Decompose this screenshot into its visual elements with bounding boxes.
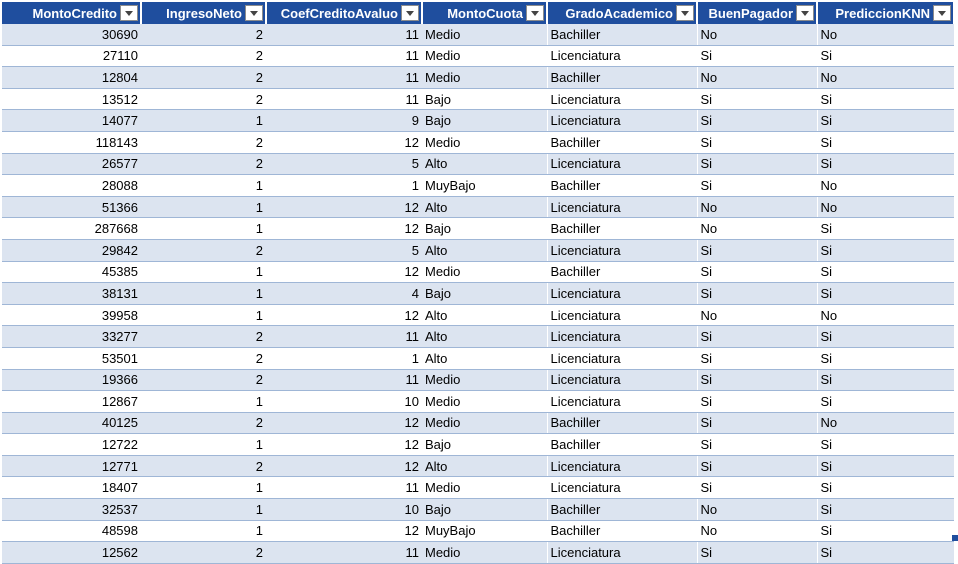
cell-ingreso-neto[interactable]: 2 bbox=[141, 239, 266, 261]
cell-ingreso-neto[interactable]: 1 bbox=[141, 196, 266, 218]
cell-coef-credito-avaluo[interactable]: 10 bbox=[266, 499, 422, 521]
header-monto-credito bbox=[2, 2, 141, 24]
cell-monto-credito[interactable]: 29842 bbox=[2, 239, 141, 261]
cell-ingreso-neto[interactable]: 1 bbox=[141, 391, 266, 413]
cell-coef-credito-avaluo[interactable]: 10 bbox=[266, 391, 422, 413]
cell-prediccion-knn[interactable]: Si bbox=[817, 542, 954, 564]
cell-coef-credito-avaluo[interactable]: 12 bbox=[266, 520, 422, 542]
cell-ingreso-neto[interactable]: 2 bbox=[141, 326, 266, 348]
cell-coef-credito-avaluo[interactable]: 12 bbox=[266, 261, 422, 283]
cell-grado-academico[interactable]: Bachiller bbox=[547, 434, 697, 456]
cell-grado-academico[interactable]: Licenciatura bbox=[547, 239, 697, 261]
cell-grado-academico[interactable]: Bachiller bbox=[547, 412, 697, 434]
cell-monto-cuota[interactable]: Bajo bbox=[422, 283, 547, 305]
cell-monto-cuota[interactable]: Alto bbox=[422, 304, 547, 326]
cell-buen-pagador[interactable]: Si bbox=[697, 153, 817, 175]
cell-ingreso-neto[interactable]: 1 bbox=[141, 434, 266, 456]
filter-dropdown-icon[interactable] bbox=[401, 5, 419, 21]
cell-ingreso-neto[interactable]: 2 bbox=[141, 24, 266, 45]
cell-monto-credito[interactable]: 32537 bbox=[2, 499, 141, 521]
table-row bbox=[2, 520, 954, 542]
cell-monto-cuota[interactable]: Bajo bbox=[422, 434, 547, 456]
cell-buen-pagador[interactable]: No bbox=[697, 24, 817, 45]
cell-buen-pagador[interactable]: Si bbox=[697, 326, 817, 348]
cell-monto-credito[interactable]: 45385 bbox=[2, 261, 141, 283]
cell-coef-credito-avaluo[interactable]: 11 bbox=[266, 369, 422, 391]
cell-coef-credito-avaluo[interactable]: 4 bbox=[266, 283, 422, 305]
cell-monto-cuota[interactable]: Bajo bbox=[422, 88, 547, 110]
cell-monto-credito[interactable]: 12867 bbox=[2, 391, 141, 413]
table-row bbox=[2, 499, 954, 521]
cell-prediccion-knn[interactable]: No bbox=[817, 24, 954, 45]
table-row bbox=[2, 455, 954, 477]
cell-ingreso-neto[interactable]: 2 bbox=[141, 131, 266, 153]
header-label: MontoCredito bbox=[32, 5, 117, 21]
cell-ingreso-neto[interactable]: 2 bbox=[141, 347, 266, 369]
table-row bbox=[2, 24, 954, 45]
cell-ingreso-neto[interactable]: 2 bbox=[141, 153, 266, 175]
cell-grado-academico[interactable]: Licenciatura bbox=[547, 283, 697, 305]
cell-buen-pagador[interactable]: Si bbox=[697, 131, 817, 153]
cell-grado-academico[interactable]: Bachiller bbox=[547, 175, 697, 197]
cell-monto-credito[interactable]: 118143 bbox=[2, 131, 141, 153]
cell-monto-credito[interactable]: 12562 bbox=[2, 542, 141, 564]
table-row bbox=[2, 218, 954, 240]
cell-grado-academico[interactable]: Bachiller bbox=[547, 67, 697, 89]
cell-ingreso-neto[interactable]: 1 bbox=[141, 283, 266, 305]
cell-grado-academico[interactable]: Licenciatura bbox=[547, 369, 697, 391]
table-row bbox=[2, 326, 954, 348]
cell-monto-credito[interactable]: 19366 bbox=[2, 369, 141, 391]
cell-monto-cuota[interactable]: Medio bbox=[422, 45, 547, 67]
table-row bbox=[2, 196, 954, 218]
cell-grado-academico[interactable]: Licenciatura bbox=[547, 477, 697, 499]
cell-coef-credito-avaluo[interactable]: 12 bbox=[266, 434, 422, 456]
table-row bbox=[2, 88, 954, 110]
cell-monto-cuota[interactable]: Medio bbox=[422, 477, 547, 499]
cell-monto-cuota[interactable]: Alto bbox=[422, 153, 547, 175]
cell-monto-cuota[interactable]: Medio bbox=[422, 391, 547, 413]
table-row bbox=[2, 175, 954, 197]
cell-monto-cuota[interactable]: Medio bbox=[422, 369, 547, 391]
cell-buen-pagador[interactable]: Si bbox=[697, 391, 817, 413]
cell-monto-credito[interactable]: 30690 bbox=[2, 24, 141, 45]
cell-buen-pagador[interactable]: Si bbox=[697, 45, 817, 67]
cell-monto-cuota[interactable]: Alto bbox=[422, 326, 547, 348]
cell-buen-pagador[interactable]: Si bbox=[697, 477, 817, 499]
cell-monto-cuota[interactable]: Medio bbox=[422, 261, 547, 283]
table-row bbox=[2, 131, 954, 153]
cell-ingreso-neto[interactable]: 1 bbox=[141, 261, 266, 283]
cell-ingreso-neto[interactable]: 1 bbox=[141, 304, 266, 326]
data-table bbox=[2, 2, 955, 564]
cell-buen-pagador[interactable]: No bbox=[697, 218, 817, 240]
cell-coef-credito-avaluo[interactable]: 11 bbox=[266, 542, 422, 564]
cell-buen-pagador[interactable]: Si bbox=[697, 542, 817, 564]
cell-prediccion-knn[interactable]: Si bbox=[817, 347, 954, 369]
filter-dropdown-icon[interactable] bbox=[245, 5, 263, 21]
cell-ingreso-neto[interactable]: 2 bbox=[141, 455, 266, 477]
cell-buen-pagador[interactable]: No bbox=[697, 67, 817, 89]
cell-monto-credito[interactable]: 33277 bbox=[2, 326, 141, 348]
cell-monto-credito[interactable]: 51366 bbox=[2, 196, 141, 218]
cell-grado-academico[interactable]: Bachiller bbox=[547, 499, 697, 521]
filter-dropdown-icon[interactable] bbox=[933, 5, 951, 21]
cell-buen-pagador[interactable]: Si bbox=[697, 369, 817, 391]
cell-buen-pagador[interactable]: Si bbox=[697, 434, 817, 456]
cell-monto-cuota[interactable]: Medio bbox=[422, 67, 547, 89]
cell-ingreso-neto[interactable]: 1 bbox=[141, 477, 266, 499]
cell-ingreso-neto[interactable]: 1 bbox=[141, 218, 266, 240]
cell-monto-credito[interactable]: 12804 bbox=[2, 67, 141, 89]
cell-ingreso-neto[interactable]: 2 bbox=[141, 88, 266, 110]
table-row bbox=[2, 45, 954, 67]
cell-grado-academico[interactable]: Bachiller bbox=[547, 131, 697, 153]
cell-monto-cuota[interactable]: Medio bbox=[422, 24, 547, 45]
cell-coef-credito-avaluo[interactable]: 12 bbox=[266, 412, 422, 434]
cell-prediccion-knn[interactable]: Si bbox=[817, 88, 954, 110]
cell-monto-cuota[interactable]: Alto bbox=[422, 239, 547, 261]
cell-coef-credito-avaluo[interactable]: 11 bbox=[266, 67, 422, 89]
cell-ingreso-neto[interactable]: 2 bbox=[141, 542, 266, 564]
cell-prediccion-knn[interactable]: No bbox=[817, 175, 954, 197]
cell-buen-pagador[interactable]: No bbox=[697, 499, 817, 521]
cell-monto-cuota[interactable]: Medio bbox=[422, 131, 547, 153]
header-ingreso-neto bbox=[141, 2, 266, 24]
cell-monto-cuota[interactable]: Alto bbox=[422, 196, 547, 218]
filter-dropdown-icon[interactable] bbox=[120, 5, 138, 21]
cell-ingreso-neto[interactable]: 1 bbox=[141, 499, 266, 521]
cell-prediccion-knn[interactable]: Si bbox=[817, 520, 954, 542]
cell-buen-pagador[interactable]: Si bbox=[697, 88, 817, 110]
cell-grado-academico[interactable]: Bachiller bbox=[547, 520, 697, 542]
header-label: MontoCuota bbox=[447, 5, 523, 21]
cell-buen-pagador[interactable]: Si bbox=[697, 239, 817, 261]
header-label: IngresoNeto bbox=[166, 5, 242, 21]
cell-monto-cuota[interactable]: Alto bbox=[422, 347, 547, 369]
cell-monto-cuota[interactable]: Alto bbox=[422, 455, 547, 477]
cell-grado-academico[interactable]: Licenciatura bbox=[547, 88, 697, 110]
header-prediccion-knn bbox=[817, 2, 954, 24]
header-label: BuenPagador bbox=[708, 5, 793, 21]
table-row bbox=[2, 304, 954, 326]
cell-grado-academico[interactable]: Licenciatura bbox=[547, 391, 697, 413]
cell-monto-credito[interactable]: 26577 bbox=[2, 153, 141, 175]
cell-prediccion-knn[interactable]: Si bbox=[817, 477, 954, 499]
cell-ingreso-neto[interactable]: 1 bbox=[141, 175, 266, 197]
table-row bbox=[2, 153, 954, 175]
cell-prediccion-knn[interactable]: Si bbox=[817, 369, 954, 391]
cell-prediccion-knn[interactable]: No bbox=[817, 196, 954, 218]
cell-ingreso-neto[interactable]: 2 bbox=[141, 45, 266, 67]
cell-buen-pagador[interactable]: No bbox=[697, 196, 817, 218]
cell-prediccion-knn[interactable]: Si bbox=[817, 261, 954, 283]
table-row bbox=[2, 434, 954, 456]
cell-buen-pagador[interactable]: Si bbox=[697, 455, 817, 477]
cell-grado-academico[interactable]: Licenciatura bbox=[547, 153, 697, 175]
cell-grado-academico[interactable]: Licenciatura bbox=[547, 347, 697, 369]
cell-grado-academico[interactable]: Bachiller bbox=[547, 261, 697, 283]
cell-monto-credito[interactable]: 28088 bbox=[2, 175, 141, 197]
table-row bbox=[2, 477, 954, 499]
cell-buen-pagador[interactable]: No bbox=[697, 304, 817, 326]
header-row bbox=[2, 2, 954, 24]
cell-grado-academico[interactable]: Licenciatura bbox=[547, 326, 697, 348]
cell-buen-pagador[interactable]: Si bbox=[697, 412, 817, 434]
header-label: CoefCreditoAvaluo bbox=[280, 5, 398, 21]
cell-buen-pagador[interactable]: Si bbox=[697, 283, 817, 305]
cell-coef-credito-avaluo[interactable]: 11 bbox=[266, 88, 422, 110]
cell-monto-credito[interactable]: 48598 bbox=[2, 520, 141, 542]
cell-coef-credito-avaluo[interactable]: 5 bbox=[266, 239, 422, 261]
cell-prediccion-knn[interactable]: No bbox=[817, 304, 954, 326]
cell-monto-credito[interactable]: 40125 bbox=[2, 412, 141, 434]
cell-coef-credito-avaluo[interactable]: 12 bbox=[266, 131, 422, 153]
cell-coef-credito-avaluo[interactable]: 11 bbox=[266, 326, 422, 348]
cell-ingreso-neto[interactable]: 1 bbox=[141, 520, 266, 542]
cell-grado-academico[interactable]: Licenciatura bbox=[547, 304, 697, 326]
cell-grado-academico[interactable]: Licenciatura bbox=[547, 542, 697, 564]
cell-monto-cuota[interactable]: Bajo bbox=[422, 499, 547, 521]
cell-monto-cuota[interactable]: Medio bbox=[422, 412, 547, 434]
table-row bbox=[2, 239, 954, 261]
cell-coef-credito-avaluo[interactable]: 12 bbox=[266, 218, 422, 240]
table-row bbox=[2, 347, 954, 369]
cell-monto-cuota[interactable]: Bajo bbox=[422, 218, 547, 240]
header-monto-cuota bbox=[422, 2, 547, 24]
cell-grado-academico[interactable]: Licenciatura bbox=[547, 110, 697, 132]
cell-grado-academico[interactable]: Licenciatura bbox=[547, 45, 697, 67]
table-row bbox=[2, 261, 954, 283]
cell-monto-credito[interactable]: 14077 bbox=[2, 110, 141, 132]
table-row bbox=[2, 369, 954, 391]
cell-monto-cuota[interactable]: Bajo bbox=[422, 110, 547, 132]
header-label: PrediccionKNN bbox=[835, 5, 930, 21]
filter-dropdown-icon[interactable] bbox=[526, 5, 544, 21]
cell-ingreso-neto[interactable]: 2 bbox=[141, 412, 266, 434]
cell-prediccion-knn[interactable]: Si bbox=[817, 283, 954, 305]
cell-coef-credito-avaluo[interactable]: 11 bbox=[266, 45, 422, 67]
header-buen-pagador bbox=[697, 2, 817, 24]
cell-monto-credito[interactable]: 39958 bbox=[2, 304, 141, 326]
cell-prediccion-knn[interactable]: Si bbox=[817, 153, 954, 175]
table-row bbox=[2, 412, 954, 434]
cell-coef-credito-avaluo[interactable]: 5 bbox=[266, 153, 422, 175]
cell-monto-credito[interactable]: 18407 bbox=[2, 477, 141, 499]
table-body bbox=[2, 24, 954, 563]
cell-grado-academico[interactable]: Bachiller bbox=[547, 24, 697, 45]
cell-buen-pagador[interactable]: Si bbox=[697, 261, 817, 283]
cell-ingreso-neto[interactable]: 2 bbox=[141, 67, 266, 89]
cell-ingreso-neto[interactable]: 2 bbox=[141, 369, 266, 391]
cell-coef-credito-avaluo[interactable]: 1 bbox=[266, 175, 422, 197]
cell-buen-pagador[interactable]: Si bbox=[697, 110, 817, 132]
cell-prediccion-knn[interactable]: Si bbox=[817, 326, 954, 348]
filter-dropdown-icon[interactable] bbox=[676, 5, 694, 21]
cell-prediccion-knn[interactable]: Si bbox=[817, 110, 954, 132]
cell-prediccion-knn[interactable]: Si bbox=[817, 45, 954, 67]
cell-monto-credito[interactable]: 12771 bbox=[2, 455, 141, 477]
cell-ingreso-neto[interactable]: 1 bbox=[141, 110, 266, 132]
cell-coef-credito-avaluo[interactable]: 1 bbox=[266, 347, 422, 369]
cell-coef-credito-avaluo[interactable]: 12 bbox=[266, 196, 422, 218]
cell-prediccion-knn[interactable]: No bbox=[817, 412, 954, 434]
cell-prediccion-knn[interactable]: Si bbox=[817, 391, 954, 413]
table-resize-handle[interactable] bbox=[952, 535, 958, 541]
cell-buen-pagador[interactable]: Si bbox=[697, 175, 817, 197]
cell-prediccion-knn[interactable]: Si bbox=[817, 239, 954, 261]
cell-monto-credito[interactable]: 12722 bbox=[2, 434, 141, 456]
cell-coef-credito-avaluo[interactable]: 12 bbox=[266, 304, 422, 326]
table-row bbox=[2, 67, 954, 89]
cell-monto-cuota[interactable]: Medio bbox=[422, 542, 547, 564]
cell-monto-credito[interactable]: 53501 bbox=[2, 347, 141, 369]
filter-dropdown-icon[interactable] bbox=[796, 5, 814, 21]
cell-monto-credito[interactable]: 13512 bbox=[2, 88, 141, 110]
cell-grado-academico[interactable]: Licenciatura bbox=[547, 455, 697, 477]
header-grado-academico bbox=[547, 2, 697, 24]
table-row bbox=[2, 110, 954, 132]
table-row bbox=[2, 542, 954, 564]
cell-monto-credito[interactable]: 27110 bbox=[2, 45, 141, 67]
cell-monto-cuota[interactable]: MuyBajo bbox=[422, 175, 547, 197]
cell-prediccion-knn[interactable]: Si bbox=[817, 218, 954, 240]
cell-grado-academico[interactable]: Bachiller bbox=[547, 218, 697, 240]
cell-monto-credito[interactable]: 38131 bbox=[2, 283, 141, 305]
table-row bbox=[2, 391, 954, 413]
cell-prediccion-knn[interactable]: Si bbox=[817, 131, 954, 153]
cell-prediccion-knn[interactable]: Si bbox=[817, 434, 954, 456]
header-label: GradoAcademico bbox=[565, 5, 673, 21]
cell-prediccion-knn[interactable]: No bbox=[817, 67, 954, 89]
cell-monto-cuota[interactable]: MuyBajo bbox=[422, 520, 547, 542]
cell-grado-academico[interactable]: Licenciatura bbox=[547, 196, 697, 218]
cell-coef-credito-avaluo[interactable]: 9 bbox=[266, 110, 422, 132]
table-row bbox=[2, 283, 954, 305]
cell-coef-credito-avaluo[interactable]: 11 bbox=[266, 477, 422, 499]
cell-prediccion-knn[interactable]: Si bbox=[817, 455, 954, 477]
cell-prediccion-knn[interactable]: Si bbox=[817, 499, 954, 521]
cell-buen-pagador[interactable]: No bbox=[697, 520, 817, 542]
cell-monto-credito[interactable]: 287668 bbox=[2, 218, 141, 240]
cell-coef-credito-avaluo[interactable]: 12 bbox=[266, 455, 422, 477]
cell-buen-pagador[interactable]: Si bbox=[697, 347, 817, 369]
cell-coef-credito-avaluo[interactable]: 11 bbox=[266, 24, 422, 45]
header-coef-credito-avaluo bbox=[266, 2, 422, 24]
